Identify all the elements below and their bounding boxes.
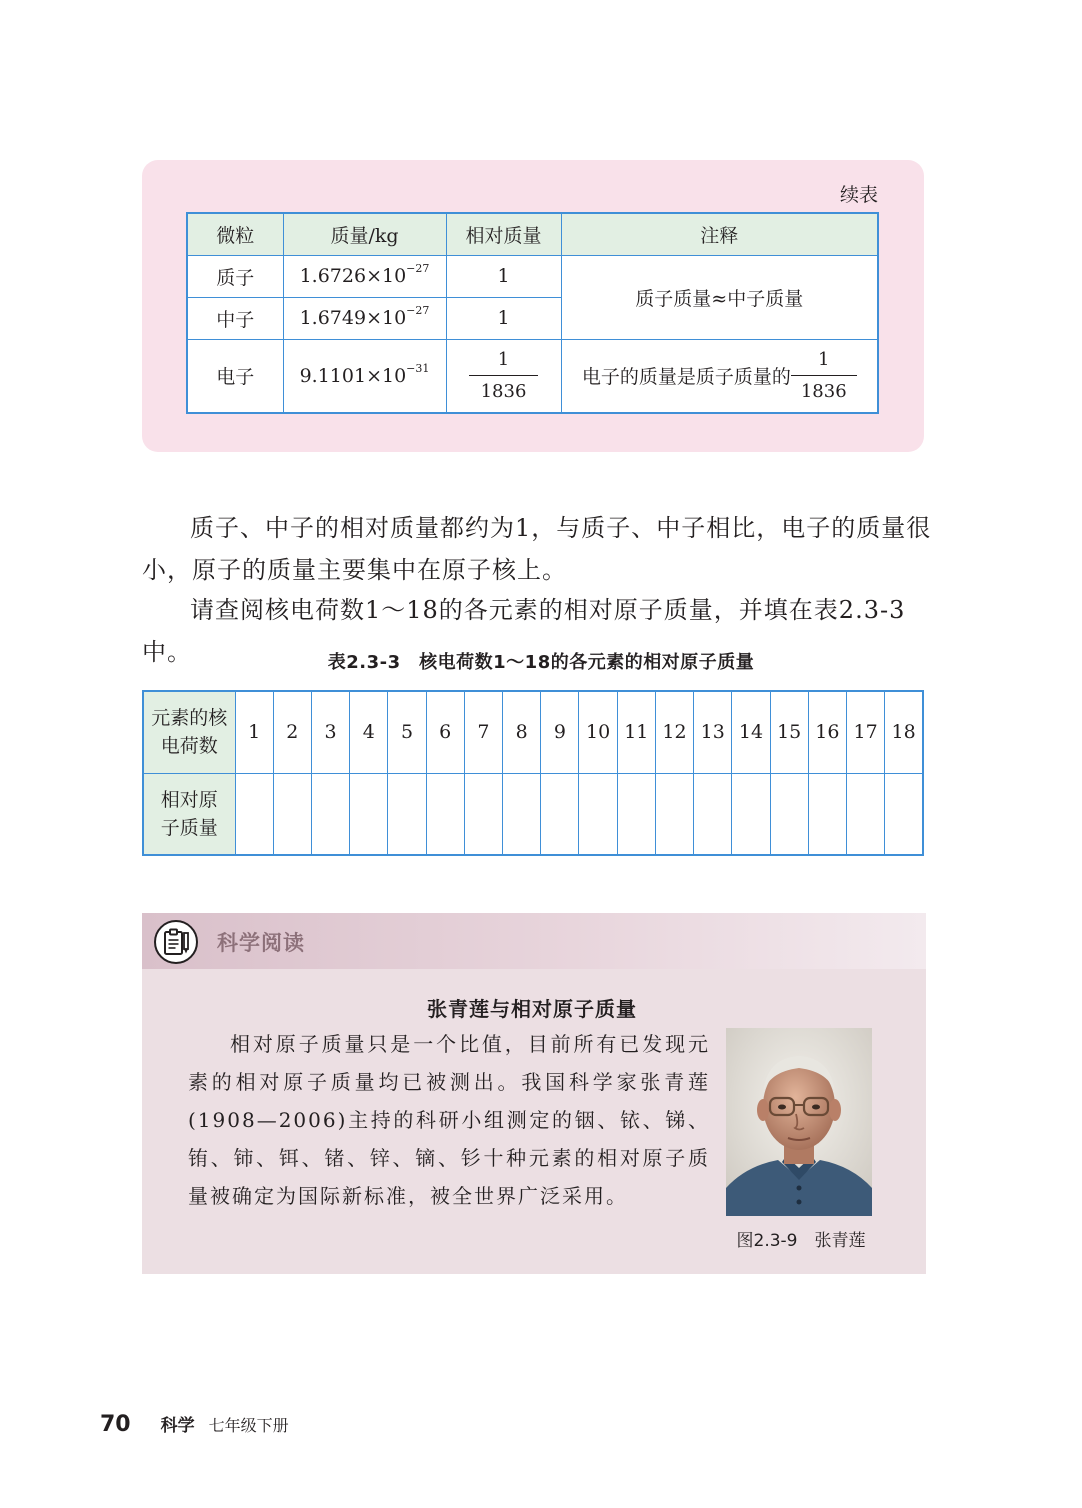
cell-particle: 中子: [187, 297, 283, 339]
header-mass: 质量/kg: [283, 213, 446, 255]
cell-particle: 电子: [187, 339, 283, 413]
cell-mass: $1.6726\times 10^{-27}$: [283, 255, 446, 297]
blank-cell: [541, 773, 579, 855]
blank-cell: [426, 773, 464, 855]
element-table: [142, 690, 924, 856]
cell-relative: 1: [446, 255, 561, 297]
header-particle: 微粒: [187, 213, 283, 255]
portrait-photo: [726, 1028, 872, 1216]
blank-cell: [311, 773, 349, 855]
charge-number-cell: 6: [426, 691, 464, 773]
charge-number-cell: 12: [655, 691, 693, 773]
charge-number-cell: 5: [388, 691, 426, 773]
grade-label: 七年级下册: [208, 1416, 289, 1435]
blank-cell: [235, 773, 273, 855]
continued-table-box: [142, 160, 924, 452]
table-row-proton: [187, 255, 878, 297]
blank-cell: [885, 773, 923, 855]
cell-note-proton-neutron: 质子质量≈中子质量: [561, 255, 878, 339]
charge-number-cell: 16: [808, 691, 846, 773]
charge-number-cell: 2: [273, 691, 311, 773]
body-paragraph: 质子、中子的相对质量都约为1，与质子、中子相比，电子的质量很小，原子的质量主要集中在原子核上。: [142, 514, 932, 584]
particle-table: [186, 212, 879, 414]
cell-particle: 质子: [187, 255, 283, 297]
blank-cell: [388, 773, 426, 855]
charge-number-cell: 3: [311, 691, 349, 773]
body-paragraph: 请查阅核电荷数1～18的各元素的相对原子质量，并填在表2.3-3中。: [142, 596, 906, 666]
header-note: 注释: [561, 213, 878, 255]
cell-mass: $1.6749\times 10^{-27}$: [283, 297, 446, 339]
fraction: $\frac{1}{1836}$: [791, 351, 857, 401]
cell-relative-fraction: [446, 339, 561, 413]
charge-number-cell: 14: [732, 691, 770, 773]
charge-number-cell: 13: [694, 691, 732, 773]
blank-cell: [579, 773, 617, 855]
cell-mass: $9.1101\times 10^{-31}$: [283, 339, 446, 413]
blank-cell: [847, 773, 885, 855]
continued-label: 续表: [839, 184, 878, 206]
relative-mass-row: [143, 773, 923, 855]
charge-number-cell: 15: [770, 691, 808, 773]
cell-note-electron: 电子的质量是质子质量的 $\frac{1}{1836}$: [561, 339, 878, 413]
blank-cell: [655, 773, 693, 855]
blank-cell: [503, 773, 541, 855]
blank-cell: [732, 773, 770, 855]
blank-cell: [808, 773, 846, 855]
row-header-charge: 元素的核 电荷数: [143, 691, 235, 773]
header-relative-mass: 相对质量: [446, 213, 561, 255]
blank-cell: [273, 773, 311, 855]
clipboard-pencil-icon: [154, 920, 198, 964]
blank-cell: [617, 773, 655, 855]
page-number: 70: [100, 1412, 131, 1437]
science-reading-title: 科学阅读: [217, 931, 305, 955]
table-row-electron: [187, 339, 878, 413]
charge-number-cell: 17: [847, 691, 885, 773]
charge-number-cell: 7: [464, 691, 502, 773]
reading-body: 相对原子质量只是一个比值，目前所有已发现元素的相对原子质量均已被测出。我国科学家张青莲(1908—2006)主持的科研小组测定的铟、铱、锑、铕、铈、铒、锗、锌、镝、钐十种元素的相对原子质量被确定为国际新标准，被全世界广泛采用。: [188, 1032, 710, 1208]
charge-number-cell: 8: [503, 691, 541, 773]
charge-number-cell: 4: [350, 691, 388, 773]
subject-label: 科学: [160, 1416, 195, 1436]
row-header-relative-mass: 相对原 子质量: [143, 773, 235, 855]
particle-table-header-row: [187, 213, 878, 255]
page-footer: [100, 1411, 289, 1437]
fraction: $\frac{1}{1836}$: [469, 351, 539, 401]
table-caption: 表2.3-3 核电荷数1～18的各元素的相对原子质量: [327, 652, 755, 673]
photo-caption: 图2.3-9 张青莲: [736, 1231, 866, 1251]
cell-relative: 1: [446, 297, 561, 339]
charge-number-cell: 10: [579, 691, 617, 773]
blank-cell: [350, 773, 388, 855]
charge-number-cell: 18: [885, 691, 923, 773]
charge-number-cell: 1: [235, 691, 273, 773]
blank-cell: [770, 773, 808, 855]
blank-cell: [694, 773, 732, 855]
reading-heading: 张青莲与相对原子质量: [427, 997, 637, 1021]
blank-cell: [464, 773, 502, 855]
charge-number-cell: 9: [541, 691, 579, 773]
charge-number-row: [143, 691, 923, 773]
charge-number-cell: 11: [617, 691, 655, 773]
